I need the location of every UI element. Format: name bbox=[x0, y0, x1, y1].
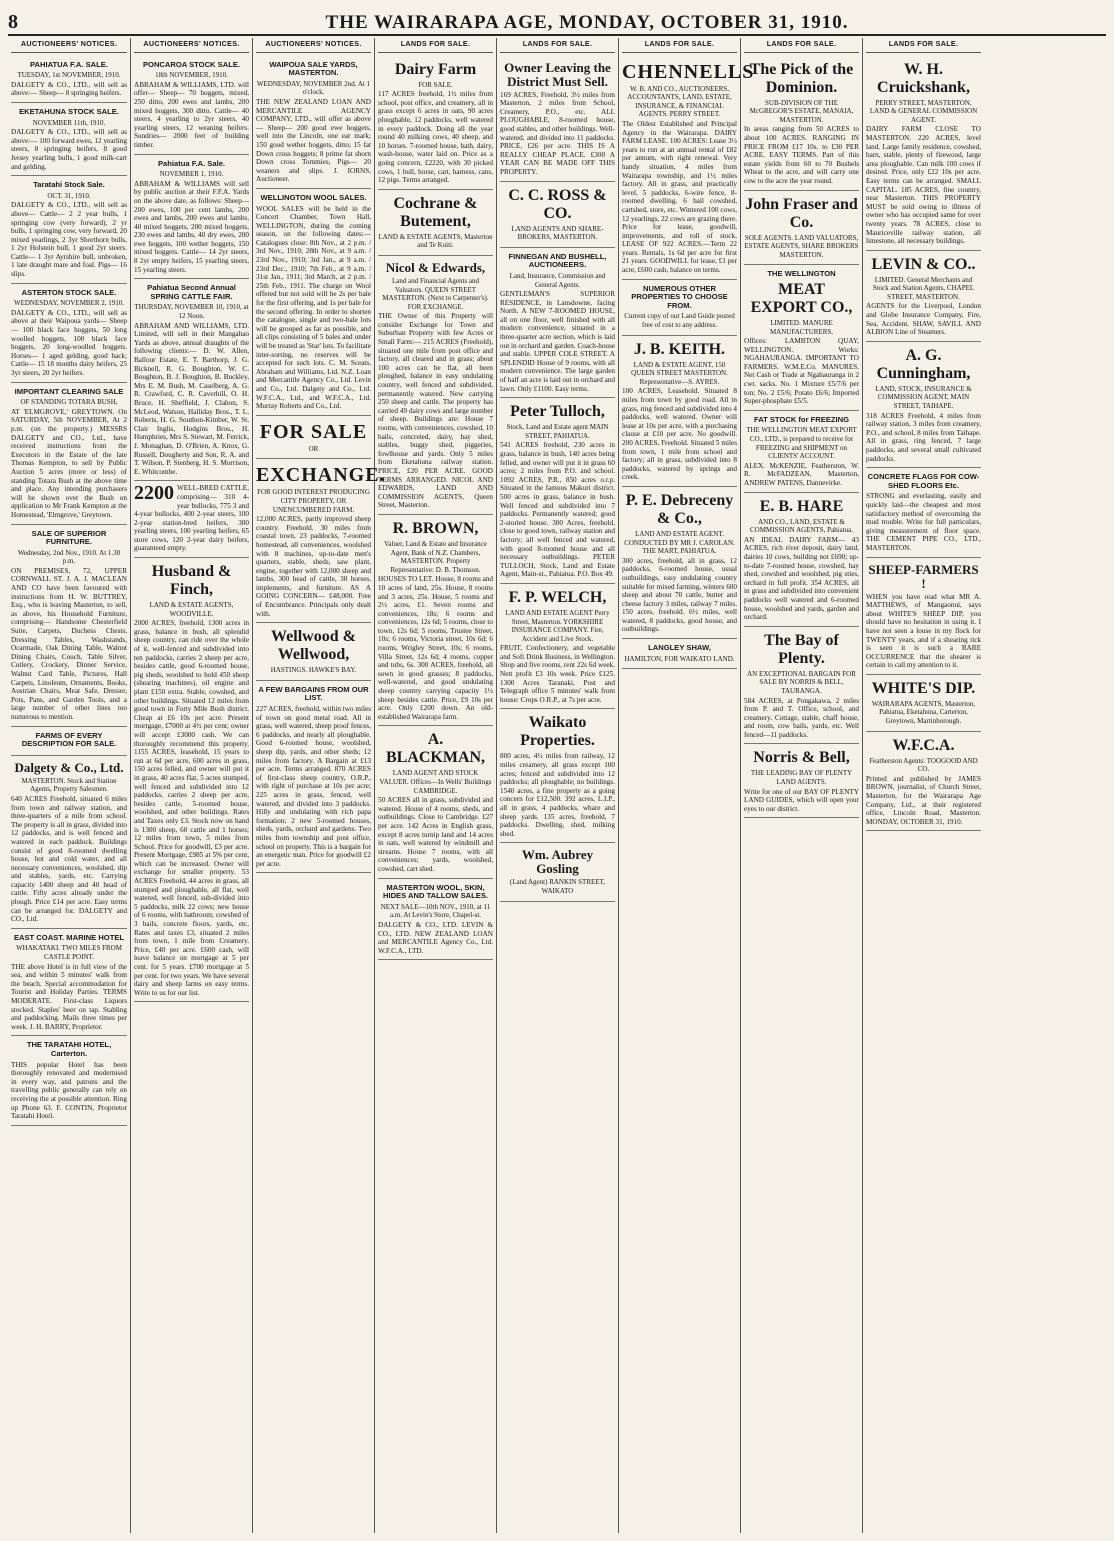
ad-headline-medium: Owner Leaving the District Must Sell. bbox=[504, 59, 611, 89]
ad-body-text: 800 acres, 4½ miles from railway, 12 miles creamery, all grass except 100 acres; fenced and subdivided into 12 paddocks; all ploughable; no buildings. 1540 acres, a fine property as a going concern for £12,500. 392 acres, L.I.P., all in grass, 4 paddocks, whare and sheep yards. 135 acres, freehold, 7 paddocks. Dwelling, shed, milking shed. bbox=[500, 752, 615, 838]
ad-headline: The Bay of Plenty. bbox=[764, 631, 839, 667]
column-heading: LANDS FOR SALE. bbox=[622, 38, 737, 53]
ad-subheading: WAIRARAPA AGENTS, Masterton, Pahiatua, Eketahuna, Carterton, Greytown, Martinborough. bbox=[871, 699, 976, 726]
ad-headline: F. P. WELCH, bbox=[508, 588, 607, 606]
ad-subheading: WEDNESDAY, NOVEMBER 2, 1910. bbox=[13, 299, 125, 308]
ad-body-text: 227 ACRES, freehold, within two miles of town on good metal road. All in grass, well watered, sheep proof fences, 6 paddocks, and nearly all ploughable. Good 6-roomed house, woolshed, sheep dip, yards, and other sheds; 12 miles from factory. A Bargain at £13 per acre. Terms arranged. 870 ACRES of first-class sheep country, O.R.P., with right of purchase at 10s per acre; 225 acres in grass, fenced, well watered, and divided into 3 paddocks. Hilly and undulating with rich papa formation; 2 new 5-roomed houses, sheds, yards, orchard and gardens. Two miles from township and post office, school on property. This is a bargain for an energetic man. Price for goodwill £2 per acre. bbox=[256, 705, 371, 868]
ad-subheading: LIMITED. General Merchants and Stock and Station Agents, CHAPEL STREET, MASTERTON. bbox=[872, 275, 975, 301]
masthead bbox=[8, 8, 1106, 36]
ad-headline: Cochrane & Butement, bbox=[393, 194, 478, 230]
column-heading: LANDS FOR SALE. bbox=[866, 38, 981, 53]
advertisement bbox=[744, 627, 859, 745]
ad-heading: Pahiatua Second Annual SPRING CATTLE FAIR. bbox=[147, 283, 236, 301]
ad-subheading: FOR SALE. bbox=[418, 80, 453, 89]
ad-body-text: DALGETY & CO., LTD., will sell as above:— 100 forward ewes, 12 yearling steers, 8 springing heifers, 8 good Jersey yearling bulls, 1 good milk-cart and gelding. bbox=[11, 128, 127, 171]
advertisement bbox=[744, 744, 859, 818]
ad-heading: IMPORTANT CLEARING SALE bbox=[14, 386, 124, 396]
ad-subheading: LAND & ESTATE AGENT, 150 QUEEN STREET MASTERTON. Representative—S. AYRES. bbox=[631, 360, 728, 386]
ad-body-text: 541 ACRES freehold, 230 acres in grass, balance in bush, 140 acres being felled, and owner will put it in grass 60 acres; 2 miles from P.O. and school. 1092 ACRES, P.R., 850 acres o.r.p. Situated in the famous Makuri district. 500 acres in grass, balance in bush. Well fenced and subdivided into 7 paddocks. Permanently watered; good 2-storied house. 300 Acres, freehold, close to good town, railway station and factory; all well fenced and watered, with good 8-roomed house and all necessary outbuildings. PETER TULLOCH, Stock, Land and Estate Agent, Main-st., Pahiatua. P.O. Box 49. bbox=[500, 441, 615, 579]
ad-heading: NUMEROUS OTHER PROPERTIES TO CHOOSE FROM. bbox=[631, 283, 728, 310]
ad-big-number: 2200 bbox=[134, 482, 174, 505]
ad-body-text: ABRAHAM & WILLIAMS will sell by public auction at their F.F.A. Yards on the above date, as follows: Sheep— 200 ewes, 100 per cent lambs, 200 ewes and lambs, 200 ewes and lambs, 40 mixed hoggets, 200 mixed hoggets, 230 ewes and lambs, 40 dry ewes, 200 ewe hoggets, 100 wether hoggets, 150 mixed hoggets. Cattle— 14 2yr steers, 8 2yr empty heifers, 15 yearling steers, 15 yearling steers. bbox=[134, 179, 249, 274]
advertisement bbox=[866, 56, 981, 251]
ad-body-text: ABRAHAM AND WILLIAMS, LTD. Limited, will sell in their Mangahao Yards as above, annual draughts of the following clients:— D. W. Allen, Ballour Estate, E. T. Barthorp, J. G. Bicknell, R. G. Boughton, W. C. Boughton, B. J. Boughton, B. Buckley, Mrs E. M. Bush, M. Caselberg, A. G. R. Crawford, C. R. Caverhill, O. H. Bruce, H. Sheffield, J. Clahon, S. McLeod, Watson, Halliday Bros., T. L. Roberts, H. G. Southon-Kimber, W. St. Clair Inglis, Hodgins Bros., H. Humphries, Mrs S. Stewart, M. Ferrick, J. Monaghan, D. O'Brien, A. Knox, G. Russell, Dougherty and Son, R. A. and T. Wilson, P. Stenberg, H. S. Morrison, E. Whitcombe. bbox=[134, 321, 249, 476]
ad-body-text: AGENTS for the Liverpool, London and Globe Insurance Company, Fire, Sea, Accident. SHAW, SAVILL AND ALBION Line of Steamers. bbox=[866, 302, 981, 337]
advertisement bbox=[378, 726, 493, 878]
ad-subheading: 18th NOVEMBER, 1910. bbox=[155, 71, 228, 80]
advertisement bbox=[378, 879, 493, 961]
ad-heading: MASTERTON WOOL, SKIN, HIDES AND TALLOW SALES. bbox=[382, 882, 489, 901]
ad-body-text: DALGETY & CO., LTD., will sell as above— Cattle— 2 2 year bulls, 1 springing cow (very forward), 2 yr bulls, 1 springing cow, very forward, 20 mixed yearlings, 2 3yr Shorthorn bulls, 1 2yr Holstein bull, 1 good 2yr steers. Cattle— 1 3yr Ayrshire bull, unbroken, 1 late draught mare and foal. Pigs— 16 slips. bbox=[11, 201, 127, 279]
ad-body-text: FRUIT, Confectionery, and vegetable and Soft Drink Business, in Wellington. Shop and five rooms, rent 22s 6d week. Nett profit £3 10s week. Price £125. 1300 Acres Taranaki, Post and Telegraph office 5 minutes' walk from house: Crops O.R.P., at 7s per acre. bbox=[500, 644, 615, 704]
advertisement bbox=[744, 493, 859, 627]
ad-subheading: W. B. AND CO., AUCTIONEERS, ACCOUNTANTS, LAND, ESTATE, INSURANCE, & FINANCIAL AGENTS. PERRY STREET. bbox=[627, 84, 732, 119]
ad-heading: Taratahi Stock Sale. bbox=[33, 180, 105, 190]
ad-body-text: ON PREMISES, 72, UPPER CORNWALL ST. J. A. J. MACLEAN AND CO have been favoured with instructions from H. W. BUTTREY, Esq., who is leaving Masterton, to sell, as above, his Household Furniture, comprising— Handsome Chesterfield Suite, Carpets, Duchess Chests, Dressing Tables, Washstands, Ocarmade, Oak Dining Table, Walnut Dining Chairs, Couch, Table Silver, Cutlery, Crockery, Dinner Service, Walnut Card Table, Pictures, Hall Carpets, Linoleum, Ornaments, Books, Austrian Chairs, Meat Safe, Dresser, Pots, Pans, and Garden Tools, and a large number of other lines too numerous to mention. bbox=[11, 566, 127, 721]
ad-heading: FARMS OF EVERY DESCRIPTION FOR SALE. bbox=[21, 730, 117, 749]
ad-body-text: DALGETY & CO., LTD. LEVIN & CO., LTD. NEW ZEALAND LOAN and MERCANTILE Agency Co., Ltd. W.F.C.A., LTD. bbox=[378, 920, 493, 955]
advertisement bbox=[500, 398, 615, 584]
ad-headline-medium: Dalgety & Co., Ltd. bbox=[14, 759, 124, 775]
column-heading: LANDS FOR SALE. bbox=[378, 38, 493, 53]
column-5 bbox=[496, 38, 618, 1533]
advertisement bbox=[11, 176, 127, 284]
column-7 bbox=[740, 38, 862, 1533]
ad-heading: Pahiatua F.A. Sale. bbox=[157, 158, 226, 168]
ad-body-text: WELL-BRED CATTLE, comprising— 310 4-year bullocks, 775 3 and 4-year bullocks, 400 2-year steers, 100 2-year station-bred heifers, 300 yearling steers, 100 yearling heifers, 65 store cows, 120 2-year dairy heifers, guaranteed empty. bbox=[134, 484, 249, 553]
column-1 bbox=[8, 38, 130, 1533]
column-heading: AUCTIONEERS' NOTICES. bbox=[256, 38, 371, 53]
ad-body-text: THE Owner of this Property will consider Exchange for Town and Suburban Property with few Acres or Small Farm:— 215 ACRES (Freehold), situated one mile from post office and factory, all cleared and in grass; about 100 acres can be flat, all been ploughed, balance in easy undulating country, well fenced and subdivided, permanently watered. New carrying 250 sheep and cattle. The property has carried 49 dairy cows and large number of sheep. Buildings are: House 7 rooms, with conveniences, cowshed, 10 bails, concreted, dairy, hay shed, stables, buggy shed, piggeries, fowlhouse and yards. Only 5 miles from Eketahuna railway station. PRICE, £20 PER ACRE. GOOD TERMS ARRANGED. NICOL AND EDWARDS, LAND AND COMMISSION AGENTS, Queen Street, Masterton. bbox=[378, 312, 493, 510]
ad-subheading: AN EXCEPTIONAL BARGAIN FOR SALE BY NORRIS & BELL, TAURANGA. bbox=[747, 669, 856, 695]
column-heading: LANDS FOR SALE. bbox=[500, 38, 615, 53]
advertisement bbox=[500, 843, 615, 901]
advertisement bbox=[622, 56, 755, 280]
ad-subheading: NOVEMBER 11th, 1910. bbox=[32, 118, 106, 127]
ad-headline: E. B. HARE bbox=[759, 497, 844, 515]
advertisement bbox=[134, 155, 249, 280]
ad-heading: CONCRETE FLAGS FOR COW-SHED FLOORS Etc. bbox=[867, 472, 980, 490]
ad-headline-large: EXCHANGE. bbox=[256, 464, 386, 487]
ad-body-text: Write for one of our BAY OF PLENTY LAND GUIDES, which will open your eyes to our district. bbox=[744, 787, 859, 813]
advertisement bbox=[622, 280, 737, 336]
ad-headline: R. BROWN, bbox=[392, 519, 479, 537]
ad-headline: C. C. ROSS & CO. bbox=[508, 186, 607, 222]
ad-headline: W.F.C.A. bbox=[892, 736, 955, 754]
advertisement bbox=[744, 411, 859, 493]
ad-headline-medium: Wm. Aubrey Gosling bbox=[521, 847, 594, 877]
ad-body-text: WHEN you have read what MR A. MATTHEWS, of Mangaonui, says about WHITE'S SHEEP DIP, you should have no hesitation in using it. I have not seen a louse in my flock for TWENTY years, and if a shearing tick is seen it is such a RARE OCCURRENCE that the shearer is certain to call my attention to it. bbox=[866, 592, 981, 670]
ad-subheading: THE WELLINGTON MEAT EXPORT CO., LTD., is prepared to receive for FREEZING and SHIPMENT on CLIENTS' ACCOUNT. bbox=[746, 426, 857, 461]
ad-subheading: AND CO., LAND, ESTATE & COMMISSION AGENTS, Pahiatua. bbox=[749, 517, 854, 535]
advertisement bbox=[256, 56, 371, 189]
ad-body-text: AT 'ELMGROVE,' GREYTOWN. On SATURDAY, 5th NOVEMBER, At 2 p.m. (on the property.) MESSRS DALGETY and CO., Ltd., have received instructions from the Executors in the Estate of the late Thomas Kempton, to sell by Public Auction 5 acres (more or less) of standing Totara Bush at the above time and place. Any intending purchasers will be shown over the Bush on application to Mr Frank Kempton at the Homestead, 'Elmgrove,' Greytown. bbox=[11, 407, 127, 519]
ad-subheading: TUESDAY, 1st NOVEMBER, 1910. bbox=[17, 71, 121, 80]
ad-subheading: SOLE AGENTS. LAND VALUATORS, ESTATE AGENTS, SHARE BROKERS MASTERTON. bbox=[744, 233, 859, 259]
ad-heading: PONCAROA STOCK SALE. bbox=[142, 59, 241, 69]
ad-body-text: 2000 ACRES, freehold, 1300 acres in grass, balance in bush, all splendid sheep country, can ride over the whole of it, well-fenced and subdivided into ten paddocks, carries 2 sheep per acre, besides cattle, good 6-roomed house, pig sheds, woolshed to hold 450 sheep (shearing machines), oil engine and plant £150 extra. Stable, cowshed, and other buildings. Situated 12 miles from good town in Forty Mile Bush district. Cheap at £6 10s per acre. Present mortgage, £7000 at 4½ per cent; owner will accept £3000 cash. We can thoroughly recommend this property. 1155 ACRES, leasehold, 15 years to run at 6d per acre, 600 acres in grass, 150 acres felled, and owner will put it in grass, 40 acres flat, 5 acres stumped, well fenced and subdivided into 12 paddocks, carries 2 sheep per acre, besides cattle, 5-roomed house, woolshed, and other buildings. Rates and Taxes only £3. Stock now on hand is 1300 sheep, 60 cattle and 1 horses; 12 miles from town, 5 miles from School. Price for goodwill, £3 per acre. Present Mortgage, £985 at 5% per cent, which can be increased. Owner will exchange for smaller property. 53 ACRES Freehold, 44 acres in grass, all stumped and ploughable, all flat, well watered, well fenced, sub-divided into 5 paddocks, milk 22 cows; new house of 6 rooms, with bathroom; cowshed of 3 bails, concrete floors, yards, etc. Rates and taxes £3, situated 2 miles from town, 1 mile from Creamery. Price, £40 per acre. £600 cash, will leave balance on mortgage at 5 per cent. for 5 years. £700 mortgage at 5 per cent. for two years. We have several dairy and sheep farms on easy terms. Write to us for our list. bbox=[134, 619, 249, 997]
ad-body-text: ABRAHAM & WILLIAMS, LTD. will offer— Sheep— 70 hoggets, mixed, 250 ditto, 200 ewes and lambs, 200 mixed hoggets, 300 ditto. Cattle— 40 steers, 4 yearling to 2yr steers, 40 yearling steers, 12 weaning heifers. Sundries— 2000 feet of building timber. bbox=[134, 80, 249, 149]
column-8 bbox=[862, 38, 984, 1533]
ad-heading: WELLINGTON WOOL SALES. bbox=[260, 192, 367, 202]
advertisement bbox=[866, 251, 981, 342]
advertisement bbox=[256, 459, 386, 623]
ad-subheading: WHAKATAKI. TWO MILES FROM CASTLE POINT. bbox=[16, 944, 122, 962]
ad-subheading: LAND & ESTATE AGENTS, Masterton and Te Kuiti. bbox=[378, 232, 493, 250]
ad-subheading: OR bbox=[308, 444, 319, 453]
advertisement bbox=[378, 256, 493, 515]
ad-subheading: NOVEMBER 1, 1910. bbox=[159, 170, 224, 179]
advertisement bbox=[256, 189, 371, 416]
ad-heading: EAST COAST. MARINE HOTEL bbox=[13, 932, 125, 942]
ad-body-text: 584 ACRES, at Pongakawa, 2 miles from P. and T. Office, school, and creamery. Cottage, stable, chaff house, and room, cow bails, yards, etc. Well fenced—11 paddocks. bbox=[744, 696, 859, 739]
ad-headline: A. G. Cunningham, bbox=[876, 346, 971, 382]
ad-heading: THE TARATAHI HOTEL, Carterton. bbox=[26, 1040, 112, 1058]
ad-body-text: AN IDEAL DAIRY FARM— 43 ACRES, rich river deposit, dairy land, dairies 10 cows, building not £690; up-to-date 7-roomed house, cowshed, hay shed, cowshed and woolshed, pig sties, orchard in full profit. 354 ACRES, all in grass and subdivided into convenient paddocks well watered and 6-roomed house, woolshed and yards, garden and orchard. bbox=[744, 535, 859, 622]
advertisement bbox=[11, 929, 127, 1037]
advertisement bbox=[744, 265, 859, 411]
advertisement bbox=[866, 342, 981, 468]
advertisement bbox=[134, 481, 249, 558]
column-heading: LANDS FOR SALE. bbox=[744, 38, 859, 53]
ad-subheading: PERRY STREET, MASTERTON, LAND & GENERAL COMMISSION AGENT. bbox=[869, 98, 978, 124]
ad-heading: ASTERTON STOCK SALE. bbox=[21, 287, 117, 297]
ad-subheading: FOR GOOD INTEREST PRODUCING CITY PROPERTY, OR UNENCUMBERED FARM. bbox=[257, 488, 370, 514]
ad-heading: PAHIATUA F.A. SALE. bbox=[30, 59, 108, 69]
ad-heading: FAT STOCK for FREEZING bbox=[753, 414, 850, 424]
advertisement bbox=[256, 416, 371, 460]
ad-subheading: THURSDAY, NOVEMBER 10, 1910, at 12 Noon. bbox=[134, 303, 249, 321]
ad-headline: P. E. Debreceny & Co., bbox=[625, 491, 734, 527]
ad-body-text: 169 ACRES, Freehold, 3½ miles from Masterton, 2 miles from School, Creamery, P.O., etc. ALL PLOUGHABLE, 8-roomed house, good stables, and other buildings. Well-watered, and divided into 11 paddocks. PRICE, £26 per acre. THIS IS A REALLY CHEAP PLACE. £300 A YEAR CAN BE MADE OFF THIS PROPERTY. bbox=[500, 90, 615, 176]
ad-heading: A FEW BARGAINS FROM OUR LIST. bbox=[258, 684, 369, 703]
advertisement bbox=[500, 584, 615, 710]
ad-subheading: Wednesday, 2nd Nov., 1910. At 1.30 p.m. bbox=[17, 548, 121, 566]
columns-area bbox=[8, 38, 1106, 1533]
ad-body-text: THIS popular Hotel has been thoroughly renovated and modernised in every way, and patrons and the travelling public generally can rely on receiving the at possible attention. Ring up Phone 63. F. CONTIN, Proprietor Taratahi Hotel. bbox=[11, 1060, 127, 1121]
ad-heading: WAIPOUA SALE YARDS, MASTERTON. bbox=[269, 59, 358, 78]
ad-body-text: THE NEW ZEALAND LOAN AND MERCANTILE AGENCY COMPANY, LTD., will offer as above— Sheep— 200 good ewe hoggets, well into the Lincoln, one ear mark; 150 good wether hoggets, ditto; 15 fat Down cross hoggets; 8 prime fat shorn Down cross Tommies, Pigs— 20 weaners and slips. J. IORNS, Auctioneer. bbox=[256, 97, 371, 184]
advertisement bbox=[744, 191, 859, 266]
advertisement bbox=[256, 681, 371, 873]
advertisement bbox=[378, 56, 493, 190]
ad-subheading: Featherston Agents: TOOGOOD AND CO. bbox=[869, 756, 978, 774]
ad-body-text: Printed and published by JAMES BROWN, journalist, of Church Street, Masterton, for the Wairarapa Age Company, Ltd., at their registered office, Lincoln Road, Masterton. MONDAY, OCTOBER 31, 1910. bbox=[866, 774, 981, 826]
ad-subheading: Land, Insurance, Commission and General Agents. bbox=[509, 271, 606, 289]
ad-subheading: OF STANDING TOTARA BUSH, bbox=[20, 398, 118, 407]
ad-subheading: LAND AND ESTATE AGENT Perry Street, Masterton. YORKSHIRE INSURANCE COMPANY. Fire, Accident and Live Stock. bbox=[505, 608, 610, 643]
advertisement bbox=[11, 756, 127, 929]
advertisement bbox=[134, 279, 249, 481]
ad-subheading: Land and Financial Agents and Valuators. QUEEN STREET MASTERTON. (Next to Carpenter's). FOR EXCHANGE. bbox=[382, 276, 489, 311]
advertisement bbox=[866, 558, 981, 675]
ad-subheading: THE LEADING BAY OF PLENTY LAND AGENTS. bbox=[750, 769, 853, 787]
ad-headline: LEVIN & CO.. bbox=[871, 255, 976, 273]
advertisement bbox=[744, 56, 859, 191]
ad-subheading: Stock, Land and Estate agent MAIN STREET, PAHIATUA. bbox=[506, 423, 609, 440]
advertisement bbox=[866, 732, 981, 832]
advertisement bbox=[134, 56, 249, 155]
ad-body-text: DAIRY FARM CLOSE TO MASTERTON. 220 ACRES, level land. Large family residence, cowshed, barn, stable, plenty of firewood, large area ploughable. Can milk 100 cows if desired. Price, only £22 10s per acre. Easy terms can be arranged. SMALL CAPITAL. 185 ACRES, fine country, near Masterton. THIS PROPERTY MUST be sold owing to illness of owner who has occupied same for over twenty years. 78 ACRES, close to Mauriceville railway station, all limestone, all necessary buildings. bbox=[866, 125, 981, 246]
ad-headline: John Fraser and Co. bbox=[745, 195, 858, 231]
advertisement bbox=[11, 56, 127, 103]
ad-headline-large: FOR SALE bbox=[259, 420, 368, 443]
advertisement bbox=[11, 383, 127, 525]
advertisement bbox=[500, 56, 615, 182]
ad-body-text: WOOL SALES will be held in the Concert Chamber, Town Hall, WELLINGTON, during the coming season, on the following dates:— Catalogues close: 8th Nov., at 2 p.m. / 3rd Nov., 1910; 28th Nov., at 9 a.m. / 23rd Nov., 1910; 3rd Jan., at 9 a.m. / 23rd Dec., 1910; 7th Feb., at 9 a.m. / 31st Jan., 1911; 3rd March, at 2 p.m. / 25th Feb., 1911. The charge on Wool offered but not sold will be 2s per bale for the first offering, and 1s per bale for the second offering. In order to shorten the catalogue, single and two-bale lots will be grouped as far as possible, and all clips consisting of 5 bales and under will be treated as 'Star' lots. To facilitate inter-sorting, no reserves will be accepted for such lots. C. M. Sceats, Abraham and Williams, Ltd. N.Z. Loan and Mercantile Agency Co., Ltd. Levin and Co., Ltd. Dalgety and Co., Ltd. W.F.C.A., Ltd., and W.F.C.A., Ltd. Murray Roberts and Co., Ltd. bbox=[256, 204, 371, 411]
newspaper-title: THE WAIRARAPA AGE, MONDAY, OCTOBER 31, 1910. bbox=[325, 12, 849, 33]
ad-headline: MEAT EXPORT CO., bbox=[750, 280, 853, 316]
ad-body-text: Offices: LAMBTON QUAY, WELLINGTON. Works: NGAHAURANGA. IMPORTANT TO FARMERS. W.M.E.Co. MANURES. Net Cash or Trade at Ngahauranga in 2 cwt. sacks. No. 1 Mixture £5/7/6 per ton; No. 2 £5/6; Potato £6/6; Imported Super-phosphate £5/5. bbox=[744, 337, 859, 406]
column-6 bbox=[618, 38, 755, 1533]
ad-body-text: 117 ACRES freehold, 1½ miles from school, post office, and creamery, all in grass except 6 acres in oats, 90 acres ploughable, 12 paddocks, well watered in every paddock. Doing all the year round 40 milking cows, 40 sheep, and 10 horses. 7-roomed house, bath, dairy, wash-house, water laid on. Price as a going concern, £2220, with 30 picked cows, 1 bull, horse, cart, harness, cans, 12 pigs. Terms arranged. bbox=[378, 90, 493, 185]
ad-headline: J. B. KEITH. bbox=[633, 340, 726, 358]
advertisement bbox=[256, 623, 371, 681]
ad-subheading: Valuer, Land & Estate and Insurance Agent, Bank of N.Z. Chambers, MASTERTON. Property Representative: D. B. Thomson. bbox=[384, 539, 487, 574]
column-heading: AUCTIONEERS' NOTICES. bbox=[11, 38, 127, 53]
ad-body-text: In areas ranging from 50 ACRES to about 100 ACRES. RANGING IN PRICE FROM £17 10s. to £30 PER ACRE. EASY TERMS. Part of this estate yields from 60 to 70 Bushels Wheat to the acre, and will carry one cow to the acre the year round. bbox=[744, 125, 859, 185]
advertisement bbox=[11, 1036, 127, 1125]
ad-subheading: (Land Agent) RANKIN STREET, WAIKATO bbox=[509, 878, 606, 895]
ad-subheading: MASTERTON. Stock and Station Agents, Property Salesmen. bbox=[21, 776, 117, 794]
ad-subheading: SUB-DIVISION OF THE McGREGOR'S ESTATE, MANAIA, MASTERTON. bbox=[749, 98, 854, 124]
ad-body-text: ALEX. McKENZIE, Featherston, W. R. McFADZEAN, Masterton, ANDREW PATENS, Dannevirke. bbox=[744, 461, 859, 487]
ad-subheading: HAMILTON, FOR WAIKATO LAND. bbox=[624, 654, 735, 663]
ad-subheading: WEDNESDAY, NOVEMBER 2nd. At 1 o'clock. bbox=[256, 79, 371, 97]
ad-heading: EKETAHUNA STOCK SALE. bbox=[19, 106, 119, 116]
advertisement bbox=[134, 558, 249, 1002]
advertisement bbox=[866, 468, 981, 557]
ad-subheading: LAND AND ESTATE AGENT. CONDUCTED BY MR J. CAROLAN. THE MART, PAHIATUA. bbox=[624, 529, 735, 556]
ad-body-text: 12,000 ACRES, partly improved sheep country. Freehold. 30 miles from coastal town, 23 paddocks, 7-roomed homestead, all conveniences, woolshed with 8 machines, up-to-date men's quarters, stable, sheds, saw plant, engine, together with 12,000 sheep and lambs, 300 head of cattle, 30 horses, implements, and furniture. AS A GOING CONCERN— £48,000. Free of Encumbrance. Principals only dealt with. bbox=[256, 515, 371, 618]
ad-headline: WHITE'S DIP. bbox=[871, 679, 976, 697]
ad-headline-large: CHENNELLS bbox=[622, 60, 755, 83]
ad-subheading: LAND AGENTS AND SHARE-BROKERS, MASTERTON. bbox=[511, 224, 604, 242]
ad-headline: Dairy Farm bbox=[394, 60, 477, 78]
ad-heading: SALE OF SUPERIOR FURNITURE. bbox=[31, 528, 107, 547]
ad-subheading: Current copy of our Land Guide posted free of cost to any address. bbox=[624, 312, 735, 330]
ad-headline: A. BLACKMAN, bbox=[385, 731, 486, 767]
advertisement bbox=[500, 709, 615, 843]
advertisement bbox=[866, 675, 981, 732]
ad-heading: FINNEGAN AND BUSHELL, AUCTIONEERS. bbox=[508, 251, 607, 270]
column-3 bbox=[252, 38, 386, 1533]
advertisement bbox=[378, 190, 493, 256]
ad-body-text: The Oldest Established and Principal Agency in the Wairarapa. DAIRY FARM LEASE. 100 ACRES: Lease 3½ years to run at an annual rental of £82 per annum, with right renewal. Very handy situation, 4 miles from Wairarapa township, and 1½ miles factory. All in grass, and practically level, 5 paddocks, 6-wire fence, 8-roomed dwelling, 6 bail cowshed, cartshed, store, etc. Wintered 100 cows, 12 yearlings, 22 cows are grazing there. Price for lease, goodwill, improvements, and roll of stock. LEASE OF 922 ACRES.—Term 22 years. Rentals, 1s 6d per acre for first 21 years. GOODWILL for lease, £1 per acre, £600 cash, balance on terms. bbox=[622, 119, 737, 275]
ad-headline: Peter Tulloch, bbox=[510, 403, 605, 421]
column-heading: AUCTIONEERS' NOTICES. bbox=[134, 38, 249, 53]
ad-headline-medium: SHEEP-FARMERS ! bbox=[868, 561, 979, 591]
ad-body-text: GENTLEMAN'S SUPERIOR RESIDENCE, in Lansdowne, facing North. A NEW 7-ROOMED HOUSE, all on one floor, well finished with all modern convenience, situated in a three-quarter acre section, which is laid out in orchard and garden. Coach-house and stable. UPPER COLE STREET. A SPLENDID House of 9 rooms, with all modern convenience. The large garden of half an acre is laid out in orchard and lawn. Only £1100. Easy terms. bbox=[500, 290, 615, 393]
ad-headline: Waikato Properties. bbox=[520, 714, 595, 750]
ad-body-text: 100 ACRES, Leasehold. Situated 8 miles from town by good road. All in grass, ring fenced and subdivided into 4 paddocks, well watered. Owner will lease at 10s per acre, with a purchasing clause at £10 per acre. No goodwill. 200 ACRES, Freehold. Situated 5 miles from town, 1 mile from school and factory; all in grass, subdivided into 8 paddocks, watered by springs and creek. bbox=[622, 387, 737, 482]
ad-headline: W. H. Cruickshank, bbox=[877, 60, 970, 96]
ad-body-text: 318 ACRES Freehold, 4 miles from railway station, 3 miles from creamery, P.O., and school, 8 miles from Taihape. All in grass, ring fenced, 7 large paddocks, and several small cultivated paddocks. bbox=[866, 411, 981, 463]
page-number: 8 bbox=[8, 11, 18, 33]
ad-heading: LANGLEY SHAW, bbox=[648, 643, 711, 653]
ad-body-text: DALGETY & CO., LTD., will sell as above:— Sheep— 8 springing heifers. bbox=[11, 80, 127, 98]
advertisement bbox=[378, 515, 493, 726]
ad-subheading: NEXT SALE—10th NOV., 1910, at 11 a.m. At Levin's Store, Chapel-st. bbox=[380, 902, 491, 920]
ad-headline: Wellwood & Wellwood, bbox=[271, 628, 356, 664]
ad-body-text: 50 ACRES all in grass, subdivided and watered. House of 4 rooms, sheds, and outbuildings. Close to Cambridge. £27 per acre. 142 Acres in English grass, except 8 acres turnip land and 14 acres in oats, well watered by windmill and streams. House 7 rooms, with all conveniences; yards, woolshed, cowshed, cart shed. bbox=[378, 796, 493, 873]
ad-subheading: LIMITED. MANURE MANUFACTURERS. bbox=[769, 318, 834, 336]
ad-headline-medium: Nicol & Edwards, bbox=[385, 259, 486, 275]
advertisement bbox=[622, 487, 737, 639]
ad-body-text: STRONG and everlasting, easily and quickly laid—the cheapest and most satisfactory method of overcoming the mud trouble. Write for full particulars, giving measurement of floor space. THE CEMENT PIPE CO., LTD., MASTERTON. bbox=[866, 492, 981, 552]
ad-body-text: THE above Hotel is in full view of the sea, and within 5 minutes' walk from the beach. Special accommodation for Tourist and Holiday Parties. TERMS MODERATE. First-class Liquors stocked. Staples' beer on tap. Stabling and paddocking. Mails three times per week. J. H. BARRY, Proprietor. bbox=[11, 962, 127, 1031]
advertisement bbox=[622, 336, 737, 487]
advertisement bbox=[11, 727, 127, 756]
advertisement bbox=[11, 103, 127, 176]
ad-subheading: LAND & ESTATE AGENTS, WOODVILLE. bbox=[149, 601, 234, 618]
column-4 bbox=[374, 38, 496, 1533]
ad-subheading: LAND, STOCK, INSURANCE & COMMISSION AGENT, MAIN STREET, TAIHAPE. bbox=[875, 384, 972, 411]
ad-body-text: HOUSES TO LET. House, 8 rooms and 10 acres of land, 25s. House, 8 rooms and 3 acres, 25s. House, 5 rooms and 2½ acres, £1. Seven rooms and conveniences, 18s; 6 rooms and conveniences, 12s 6d; 5 rooms, close to town, 12s 6d; 5 rooms, Trustee Street, 10s; 6 rooms, Victoria street, 10s 6d; 6 rooms, Wrigley Street, 10s; 6 rooms, Villa Street, 12s 6d; 4 rooms, copper and tubs, 6s. 300 ACRES, freehold, all sown in good grasses; 8 paddocks, well-watered, and good undulating sheep country carrying capacity 1½ sheep besides cattle. Price, £9 10s per acre. Only £200 down. An old-established Wairarapa farm. bbox=[378, 575, 493, 721]
ad-headline: Norris & Bell, bbox=[753, 749, 850, 767]
ad-heading: THE WELLINGTON bbox=[767, 269, 836, 279]
column-2 bbox=[130, 38, 252, 1533]
ad-body-text: 300 acres, freehold, all in grass, 12 paddocks, 6-roomed house, usual outbuildings, easy undulating country suitable for mixed farming, winters 600 sheep and about 70 cattle, butter and cheese factory 3 miles, railway 7 miles. 150 acres, freehold. 6½ miles, well watered, 8 paddocks, good house, and outbuildings. bbox=[622, 556, 737, 634]
advertisement bbox=[500, 182, 615, 248]
advertisement bbox=[500, 248, 615, 399]
ad-headline: Husband & Finch, bbox=[151, 563, 232, 599]
ad-subheading: OCT. 31, 1910. bbox=[47, 191, 91, 200]
ad-headline: The Pick of the Dominion. bbox=[749, 60, 854, 96]
advertisement bbox=[11, 284, 127, 383]
ad-body-text: DALGETY & CO., LTD., will sell as above at their Waipoua yards— Sheep— 100 black face hoggets, 50 long woolled hoggets, 100 black face hoggets, 20 long-woolled hoggets. Horses— 1 aged gelding, good hack; Cattle— 15 18 months dairy heifers, 25 3yr steers, 20 2yr heifers. bbox=[11, 308, 127, 377]
advertisement bbox=[11, 525, 127, 727]
ad-body-text: 640 ACRES Freehold, situated 6 miles from town and railway station, and three-quarters of a mile from school. The property is all in grass, divided into 12 paddocks, and is well fenced and watered in each paddock. Buildings consist of good 8-roomed dwelling house, hot and cold water, and all necessary conveniences, woolshed, dip and stables, yards, etc. Carrying capacity 1400 sheep and 40 head of cattle. Fifty acres already under the plough. Price £14 per acre. Easy terms can be arranged for. DALGETY and CO., Ltd. bbox=[11, 794, 127, 924]
advertisement bbox=[622, 639, 737, 669]
ad-subheading: LAND AGENT AND STOCK VALUER. Offices—In Wells' Buildings CAMBRIDGE. bbox=[379, 769, 492, 795]
ad-subheading: HASTINGS. HAWKE'S BAY. bbox=[270, 666, 357, 675]
